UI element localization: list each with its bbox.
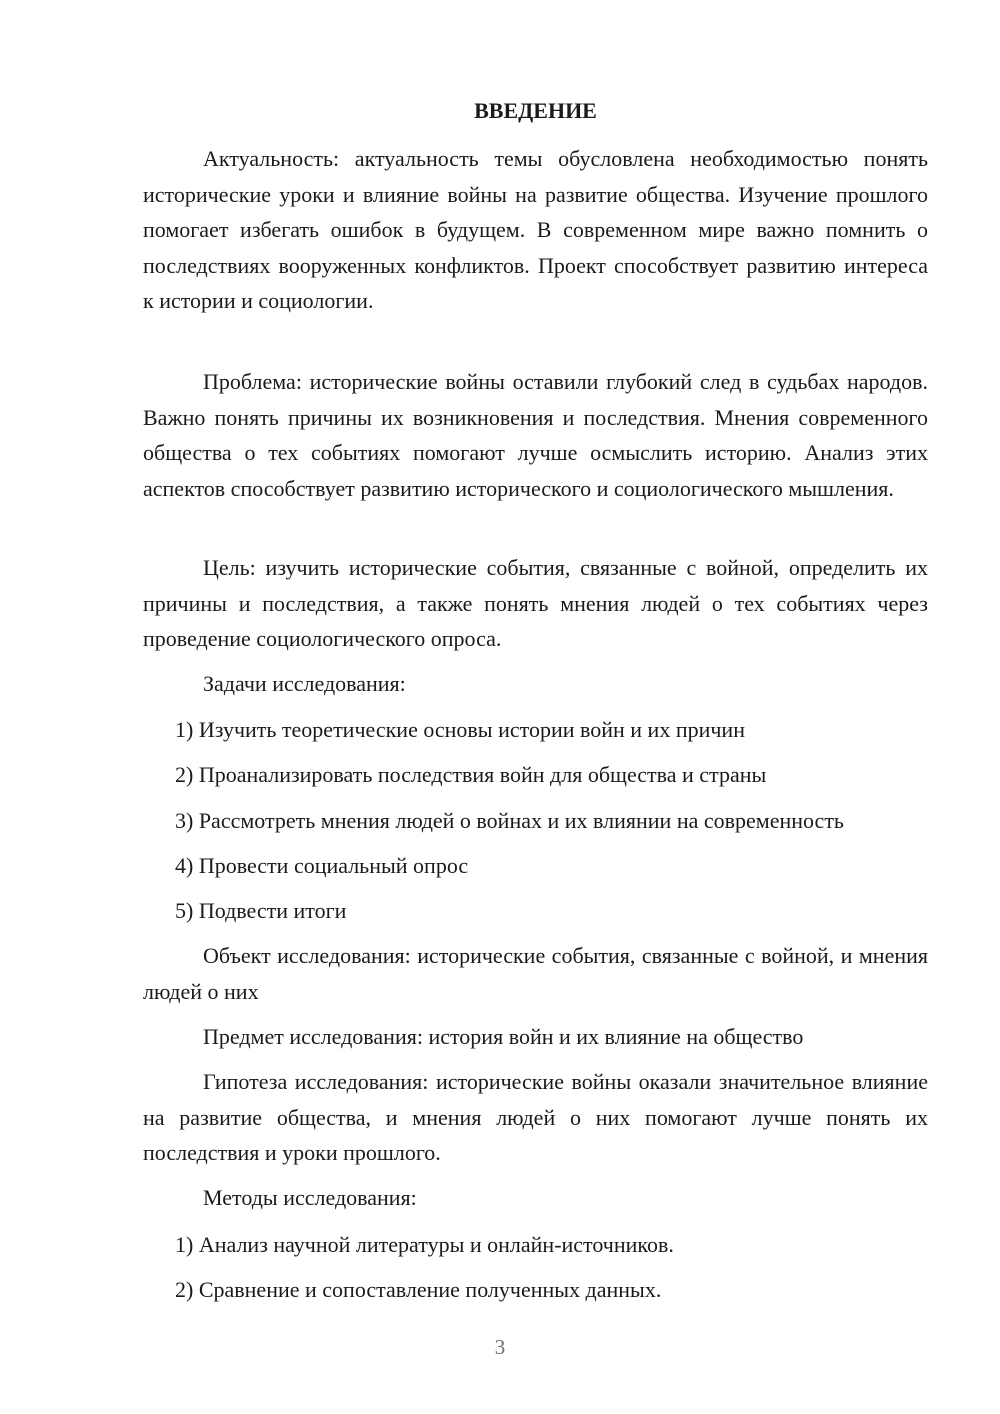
method-item: 1) Анализ научной литературы и онлайн-источников.: [175, 1232, 674, 1257]
subject-paragraph: Предмет исследования: история войн и их влияние на общество: [203, 1024, 804, 1049]
problem-paragraph: Проблема: исторические войны оставили глубокий след в судьбах народов. Важно понять причины их возникновения и последствия. Мнения современного общества о тех событиях помогают лучше осмыслить историю. Анализ этих аспектов способствует развитию исторического и социологического мышления.: [143, 369, 928, 501]
task-item: 5) Подвести итоги: [175, 898, 347, 923]
tasks-heading: Задачи исследования:: [203, 671, 406, 696]
method-item: 2) Сравнение и сопоставление полученных данных.: [175, 1277, 662, 1302]
methods-heading: Методы исследования:: [203, 1185, 417, 1210]
task-item: 3) Рассмотреть мнения людей о войнах и их влиянии на современность: [175, 808, 844, 833]
page-title: ВВЕДЕНИЕ: [474, 98, 597, 123]
page-number: 3: [494, 1335, 506, 1359]
task-item: 1) Изучить теоретические основы истории войн и их причин: [175, 717, 745, 742]
hypothesis-paragraph: Гипотеза исследования: исторические войны оказали значительное влияние на развитие общества, и мнения людей о них помогают лучше понять их последствия и уроки прошлого.: [143, 1069, 928, 1165]
task-item: 2) Проанализировать последствия войн для общества и страны: [175, 762, 767, 787]
relevance-paragraph: Актуальность: актуальность темы обусловлена необходимостью понять исторические уроки и влияние войны на развитие общества. Изучение прошлого помогает избегать ошибок в будущем. В современном мире важно помнить о последствиях вооруженных конфликтов. Проект способствует развитию интереса к истории и социологии.: [143, 146, 928, 313]
task-item: 4) Провести социальный опрос: [175, 853, 469, 878]
goal-paragraph: Цель: изучить исторические события, связанные с войной, определить их причины и последствия, а также понять мнения людей о тех событиях через проведение социологического опроса.: [143, 555, 928, 651]
object-paragraph: Объект исследования: исторические события, связанные с войной, и мнения людей о них: [143, 943, 928, 1004]
